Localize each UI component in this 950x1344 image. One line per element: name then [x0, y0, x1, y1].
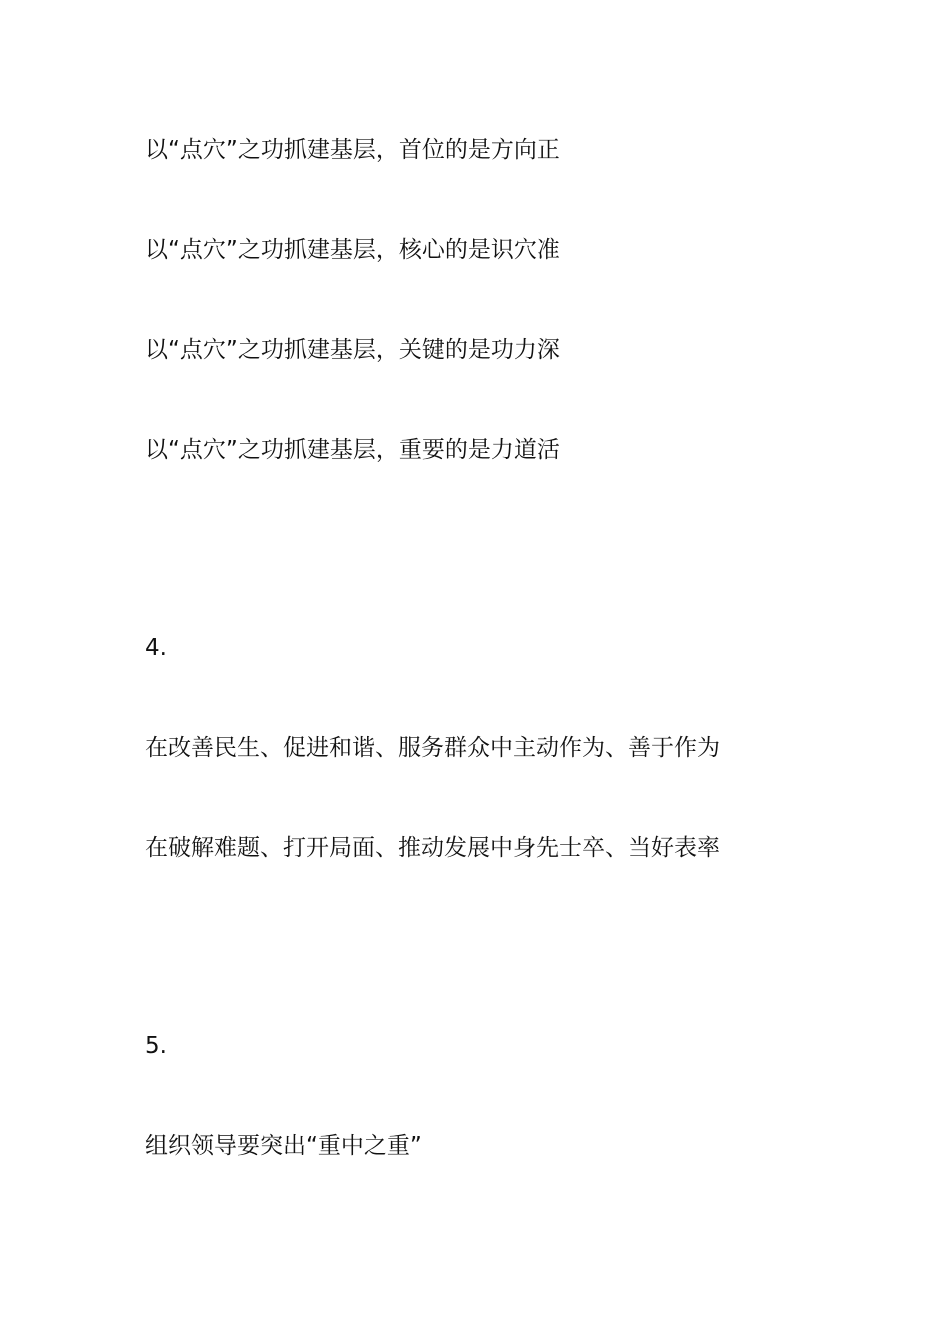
section4-line-1: 在改善民生、促进和谐、服务群众中主动作为、善于作为 — [145, 735, 720, 761]
section3-line-3: 以“点穴”之功抓建基层，关键的是功力深 — [145, 337, 560, 363]
section3-line-2: 以“点穴”之功抓建基层，核心的是识穴准 — [145, 237, 560, 263]
section5-number: 5. — [145, 1033, 167, 1059]
section3-line-4: 以“点穴”之功抓建基层，重要的是力道活 — [145, 437, 560, 463]
section5-line-1: 组织领导要突出“重中之重” — [145, 1133, 422, 1159]
section3-line-1: 以“点穴”之功抓建基层，首位的是方向正 — [145, 137, 560, 163]
section4-line-2: 在破解难题、打开局面、推动发展中身先士卒、当好表率 — [145, 835, 720, 861]
section4-number: 4. — [145, 635, 167, 661]
